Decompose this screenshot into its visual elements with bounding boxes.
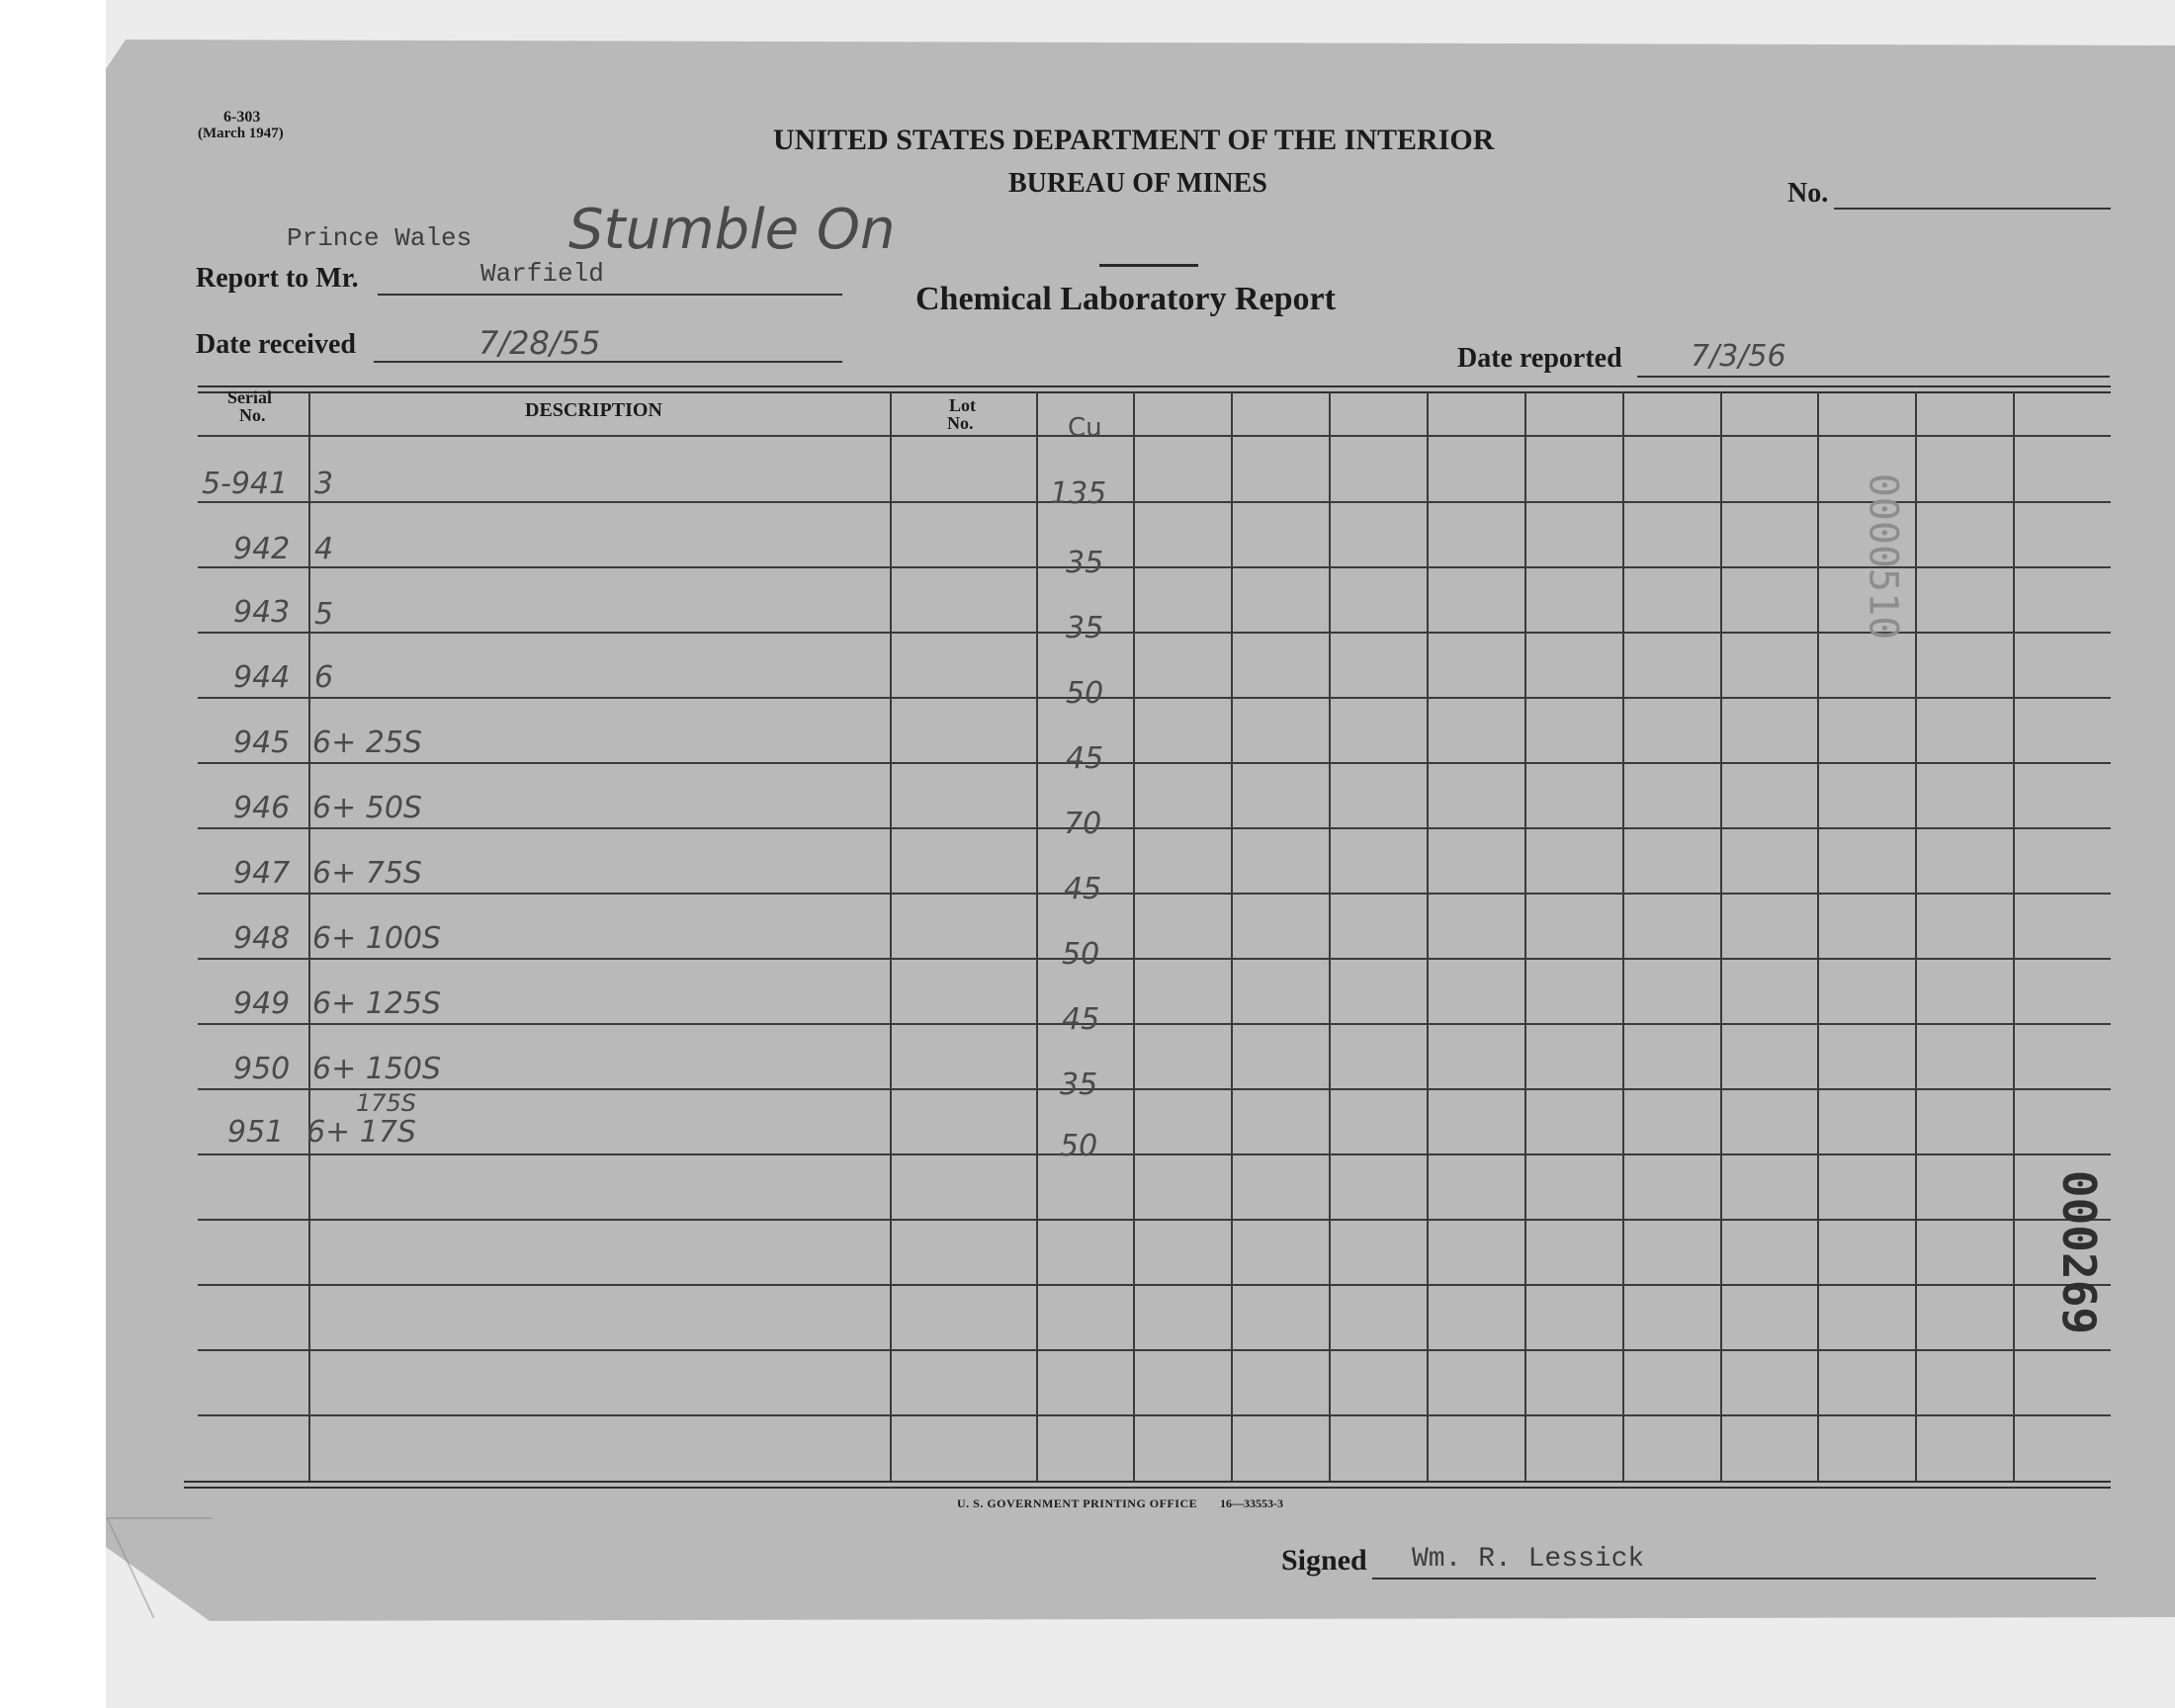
description-cell: 3 — [314, 467, 334, 501]
column-divider — [308, 391, 310, 1481]
cu-cell: 70 — [1064, 807, 1102, 841]
lower-stamp-number: 000269 — [2052, 1169, 2107, 1335]
row-rule — [198, 827, 2111, 829]
agency-title: UNITED STATES DEPARTMENT OF THE INTERIOR — [773, 124, 1495, 156]
header-bottom-rule — [198, 435, 2111, 437]
date-received-line — [374, 361, 842, 363]
upper-stamp-number: 0000510 — [1860, 472, 1906, 640]
description-cell: 4 — [314, 532, 334, 566]
header-serial-2: No. — [239, 405, 266, 425]
header-lot-2: No. — [947, 413, 974, 433]
header-serial-1: Serial — [227, 387, 272, 407]
serial-cell: 942 — [233, 532, 291, 566]
column-divider — [1622, 391, 1624, 1481]
serial-cell: 944 — [233, 660, 291, 695]
form-number: 6-303 — [223, 109, 261, 126]
row-rule — [198, 566, 2111, 568]
column-divider — [1427, 391, 1429, 1481]
cu-cell: 45 — [1066, 741, 1104, 776]
serial-cell: 943 — [233, 595, 291, 630]
column-divider — [1133, 391, 1135, 1481]
report-to-line — [378, 294, 842, 296]
cu-cell: 50 — [1062, 937, 1100, 972]
header-lot-1: Lot — [949, 395, 976, 415]
handwritten-location: Stumble On — [568, 198, 896, 262]
row-rule — [198, 632, 2111, 634]
serial-cell: 947 — [233, 856, 291, 891]
row-rule — [198, 958, 2111, 960]
description-cell: 6+ 100S — [312, 921, 442, 956]
description-cell: 6+ 25S — [312, 726, 422, 760]
serial-cell: 945 — [233, 726, 291, 760]
column-divider — [2013, 391, 2015, 1481]
column-divider — [1524, 391, 1526, 1481]
serial-cell: 946 — [233, 791, 291, 825]
serial-cell: 949 — [233, 986, 291, 1021]
row-rule — [198, 893, 2111, 895]
signed-value: Wm. R. Lessick — [1412, 1544, 1645, 1575]
row-rule — [198, 1153, 2111, 1155]
cu-cell: 35 — [1066, 611, 1104, 645]
no-field-line — [1834, 208, 2111, 210]
row-rule — [198, 1023, 2111, 1025]
no-label: No. — [1787, 178, 1829, 209]
report-to-value: Warfield — [480, 259, 604, 289]
row-rule — [198, 1088, 2111, 1090]
correction-note: 175S — [356, 1089, 417, 1117]
title-divider — [1099, 264, 1198, 267]
cu-cell: 35 — [1066, 546, 1104, 580]
row-rule — [198, 501, 2111, 503]
column-divider — [1036, 391, 1038, 1481]
description-cell: 6+ 150S — [312, 1052, 442, 1086]
column-divider — [1231, 391, 1233, 1481]
cu-cell: 135 — [1050, 476, 1107, 511]
date-reported-value: 7/3/56 — [1691, 339, 1786, 374]
date-reported-line — [1637, 376, 2110, 378]
location-note: Prince Wales — [287, 223, 473, 253]
serial-cell: 950 — [233, 1052, 291, 1086]
row-rule — [198, 762, 2111, 764]
row-rule — [198, 1349, 2111, 1351]
report-title: Chemical Laboratory Report — [915, 281, 1336, 317]
row-rule — [198, 1284, 2111, 1286]
description-cell: 6+ 50S — [312, 791, 422, 825]
printing-office: U. S. GOVERNMENT PRINTING OFFICE — [957, 1496, 1198, 1510]
table-bottom-rule — [184, 1487, 2111, 1489]
column-divider — [1915, 391, 1917, 1481]
table-top-rule-2 — [198, 391, 2111, 393]
column-divider — [1720, 391, 1722, 1481]
date-received-label: Date received — [196, 329, 356, 360]
cu-cell: 50 — [1066, 676, 1104, 711]
table-top-rule — [198, 385, 2111, 387]
form-sheet — [106, 40, 2175, 1621]
signature-line — [1372, 1578, 2096, 1580]
header-cu: Cu — [1068, 413, 1102, 443]
date-reported-label: Date reported — [1457, 343, 1622, 374]
cu-cell: 45 — [1062, 1002, 1100, 1037]
column-divider — [1817, 391, 1819, 1481]
printing-code: 16—33553-3 — [1220, 1496, 1283, 1510]
date-received-value: 7/28/55 — [478, 324, 601, 362]
description-cell: 6+ 17S — [306, 1115, 416, 1150]
description-cell: 6+ 75S — [312, 856, 422, 891]
row-rule — [198, 1219, 2111, 1221]
description-cell: 6+ 125S — [312, 986, 442, 1021]
table-bottom-rule — [184, 1481, 2111, 1483]
form-date: (March 1947) — [198, 126, 284, 141]
cu-cell: 45 — [1064, 872, 1102, 906]
serial-cell: 5-941 — [202, 467, 289, 501]
column-divider — [890, 391, 892, 1481]
signed-label: Signed — [1281, 1544, 1367, 1577]
header-description: DESCRIPTION — [525, 399, 662, 421]
serial-cell: 951 — [227, 1115, 285, 1150]
column-divider — [1329, 391, 1331, 1481]
cu-cell: 50 — [1060, 1129, 1098, 1163]
description-cell: 6 — [314, 660, 334, 695]
report-to-label: Report to Mr. — [196, 263, 359, 294]
serial-cell: 948 — [233, 921, 291, 956]
scan-margin — [0, 0, 106, 1708]
cu-cell: 35 — [1060, 1068, 1098, 1102]
row-rule — [198, 1414, 2111, 1416]
row-rule — [198, 697, 2111, 699]
description-cell: 5 — [314, 597, 334, 632]
bureau-title: BUREAU OF MINES — [1008, 168, 1267, 199]
